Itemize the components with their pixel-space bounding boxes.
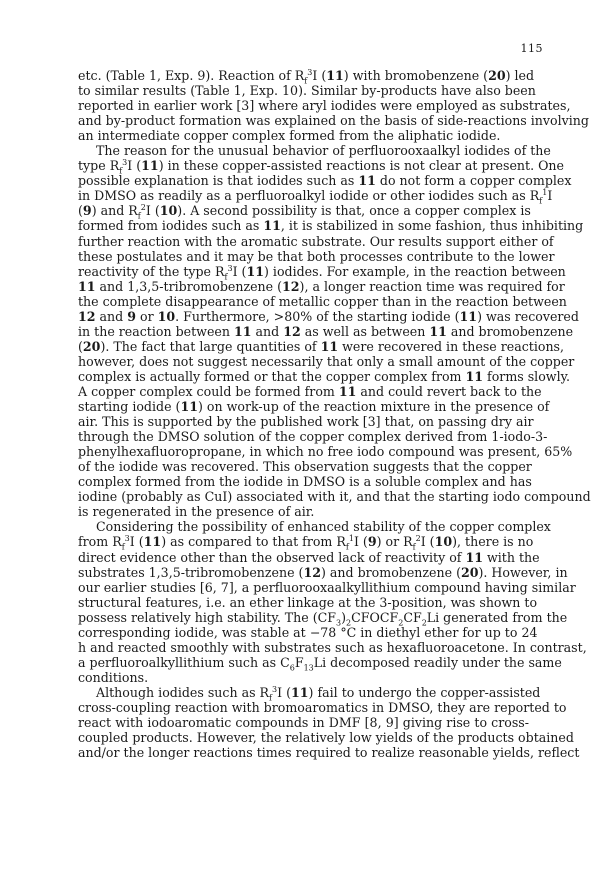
text-line: A copper complex could be formed from 11 and could revert back to the bbox=[78, 383, 542, 399]
text-line: 11 and 1,3,5-tribromobenzene (12), a longer reaction time was required for bbox=[78, 278, 565, 294]
text-line: in the reaction between 11 and 12 as well as between 11 and bromobenzene bbox=[78, 323, 574, 339]
text-line: air. This is supported by the published work [3] that, on passing dry air bbox=[78, 414, 534, 430]
text-line: from $R_f^3I$ (11) as compared to that from $R_f^1I$ (9) or $R_f^2I$ (10), there is no bbox=[78, 534, 534, 552]
text-line: corresponding iodide, was stable at −78 °C in diethyl ether for up to 24 bbox=[78, 624, 538, 640]
text-line: Considering the possibility of enhanced stability of the copper complex bbox=[96, 519, 551, 535]
text-line: a perfluoroalkyllithium such as $C_6F_{13}Li$ decomposed readily under the same bbox=[78, 654, 562, 673]
text-line: h and reacted smoothly with substrates such as hexafluoroacetone. In contrast, bbox=[78, 639, 587, 655]
text-line: and/or the longer reactions times required to realize reasonable yields, reflect bbox=[78, 745, 580, 761]
text-line: further reaction with the aromatic substrate. Our results support either of bbox=[78, 233, 554, 249]
body-text bbox=[78, 67, 591, 761]
text-line: to similar results (Table 1, Exp. 10). Similar by-products have also been bbox=[78, 83, 536, 99]
text-line: (20). The fact that large quantities of 11 were recovered in these reactions, bbox=[78, 338, 565, 354]
text-line: react with iodoaromatic compounds in DMF [8, 9] giving rise to cross- bbox=[78, 715, 529, 731]
text-line: reported in earlier work [3] where aryl iodides were employed as substrates, bbox=[78, 98, 571, 114]
text-line: these postulates and it may be that both processes contribute to the lower bbox=[78, 248, 555, 264]
text-line: of the iodide was recovered. This observation suggests that the copper bbox=[78, 459, 532, 475]
text-line: possible explanation is that iodides such as 11 do not form a copper complex bbox=[78, 173, 572, 189]
text-line: possess relatively high stability. The $(CF_3)_2CFOCF_2CF_2Li$ generated from the bbox=[78, 609, 568, 628]
text-line: iodine (probably as CuI) associated with it, and that the starting iodo compound bbox=[78, 489, 591, 505]
text-line: formed from iodides such as 11, it is stabilized in some fashion, thus inhibiting bbox=[78, 218, 584, 234]
text-line: type $R_f^3I$ (11) in these copper-assisted reactions is not clear at present. One bbox=[78, 158, 564, 176]
text-line: direct evidence other than the observed lack of reactivity of 11 with the bbox=[78, 549, 540, 565]
text-line: and by-product formation was explained on the basis of side-reactions involving bbox=[78, 113, 589, 129]
text-line: starting iodide (11) on work-up of the reaction mixture in the presence of bbox=[78, 399, 550, 415]
text-line: phenylhexafluoropropane, in which no free iodo compound was present, 65% bbox=[78, 444, 573, 460]
text-line: structural features, i.e. an ether linkage at the 3-position, was shown to bbox=[78, 594, 538, 610]
text-line: complex is actually formed or that the copper complex from 11 forms slowly. bbox=[78, 368, 571, 384]
text-line: however, does not suggest necessarily that only a small amount of the copper bbox=[78, 353, 575, 369]
text-line: substrates 1,3,5-tribromobenzene (12) and bromobenzene (20). However, in bbox=[78, 564, 568, 580]
text-line: in DMSO as readily as a perfluoroalkyl iodide or other iodides such as $R_f^1I$ bbox=[78, 188, 553, 206]
text-line: is regenerated in the presence of air. bbox=[78, 504, 315, 520]
text-line: through the DMSO solution of the copper complex derived from 1-iodo-3- bbox=[78, 429, 548, 445]
text-line: 12 and 9 or 10. Furthermore, >80% of the starting iodide (11) was recovered bbox=[78, 308, 579, 324]
text-line: The reason for the unusual behavior of perfluorooxaalkyl iodides of the bbox=[96, 143, 551, 159]
page-number: 115 bbox=[520, 42, 543, 55]
text-line: our earlier studies [6, 7], a perfluorooxaalkyllithium compound having similar bbox=[78, 579, 576, 595]
text-line: Although iodides such as $R_f^3I$ (11) fail to undergo the copper-assisted bbox=[96, 684, 541, 703]
text-line: coupled products. However, the relatively low yields of the products obtained bbox=[78, 730, 574, 746]
text-line: conditions. bbox=[78, 669, 149, 685]
text-line: cross-coupling reaction with bromoaromatics in DMSO, they are reported to bbox=[78, 699, 567, 715]
text-line: complex formed from the iodide in DMSO is a soluble complex and has bbox=[78, 474, 532, 490]
text-line: an intermediate copper complex formed from the aliphatic iodide. bbox=[78, 128, 501, 144]
text-line: etc. (Table 1, Exp. 9). Reaction of $R_f^3I$ (11) with bromobenzene (20) led bbox=[78, 67, 535, 86]
text-line: reactivity of the type $R_f^3I$ (11) iodides. For example, in the reaction between bbox=[78, 263, 566, 282]
text-line: (9) and $R_f^2I$ (10). A second possibility is that, once a copper complex is bbox=[78, 203, 531, 221]
text-line: the complete disappearance of metallic copper than in the reaction between bbox=[78, 293, 567, 309]
